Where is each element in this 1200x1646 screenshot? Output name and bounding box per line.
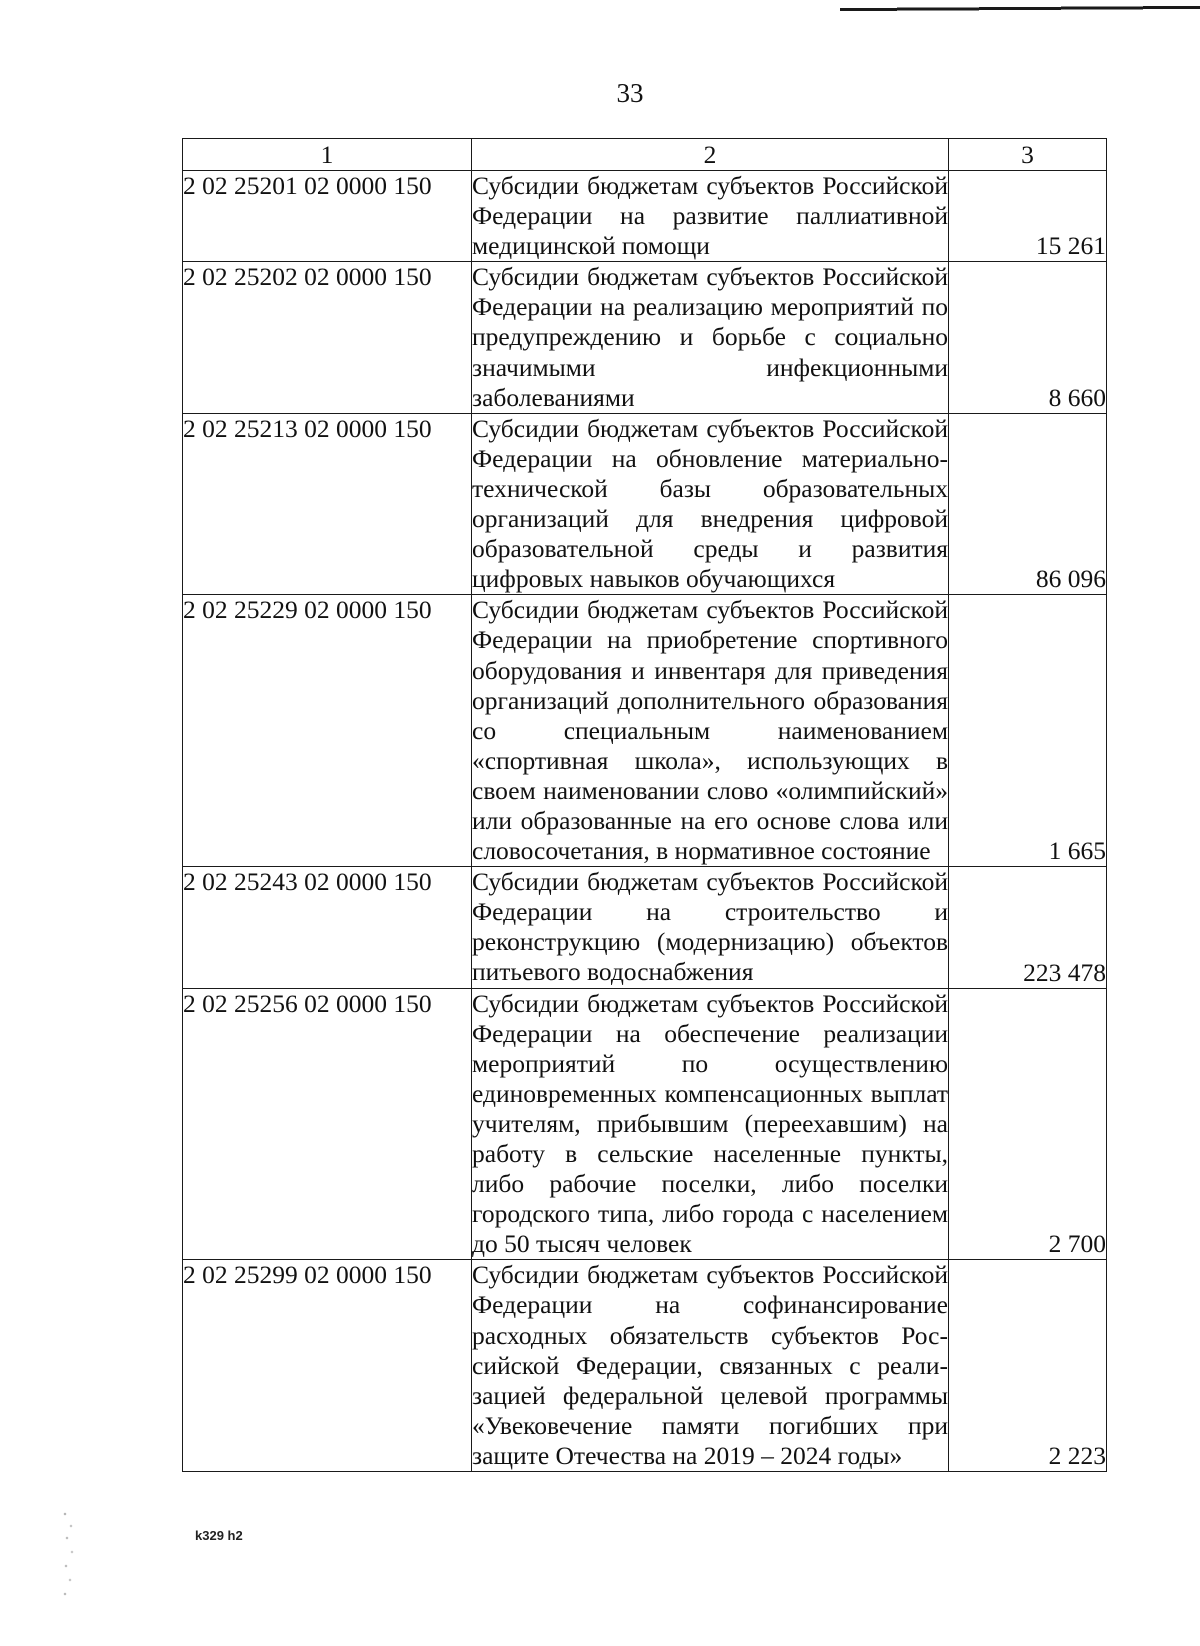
- revenue-code-cell: 2 02 25201 02 0000 150: [183, 171, 472, 262]
- revenue-code-cell: 2 02 25243 02 0000 150: [183, 867, 472, 988]
- amount-cell: 2 223: [949, 1260, 1107, 1472]
- top-edge-rule: [840, 3, 1200, 13]
- table-row: [183, 171, 1107, 262]
- amount-cell: 2 700: [949, 988, 1107, 1260]
- description-cell: Субсидии бюджетам субъектов Российской Федерации на реализацию мероприятий по предупреждению и борьбе с социально значимыми инфекционными заболеваниями: [472, 262, 948, 412]
- description-cell: Субсидии бюджетам субъектов Российской Федерации на софинансирование расходных обязательств субъектов Российской Федерации, связанных с реализацией федеральной целевой программы «Увековечение памяти погибших при защите Отечества на 2019 – 2024 годы»: [472, 1260, 948, 1470]
- revenue-code-cell: 2 02 25256 02 0000 150: [183, 988, 472, 1260]
- table-row: [183, 1260, 1107, 1472]
- revenue-code-cell: 2 02 25229 02 0000 150: [183, 595, 472, 867]
- page-number: 33: [616, 78, 644, 108]
- table-row: [183, 988, 1107, 1260]
- column-header-code: 1: [183, 139, 472, 171]
- description-cell: Субсидии бюджетам субъектов Российской Федерации на строительство и реконструкцию (модернизацию) объектов питьевого водоснабжения: [472, 867, 948, 987]
- amount-cell: 8 660: [949, 262, 1107, 413]
- revenue-code-cell: 2 02 25202 02 0000 150: [183, 262, 472, 413]
- document-code: k329 h2: [195, 1528, 243, 1543]
- description-cell: Субсидии бюджетам субъектов Российской Федерации на развитие паллиативной медицинской помощи: [472, 171, 948, 261]
- amount-cell: 15 261: [949, 171, 1107, 262]
- amount-cell: 1 665: [949, 595, 1107, 867]
- budget-table: [182, 138, 1107, 1472]
- table-row: [183, 413, 1107, 595]
- table-row: [183, 262, 1107, 413]
- table-row: [183, 595, 1107, 867]
- table-header-row: [183, 139, 1107, 171]
- amount-cell: 86 096: [949, 413, 1107, 595]
- amount-cell: 223 478: [949, 867, 1107, 988]
- scan-margin-noise: [62, 1508, 76, 1604]
- revenue-code-cell: 2 02 25299 02 0000 150: [183, 1260, 472, 1472]
- description-cell: Субсидии бюджетам субъектов Российской Федерации на обеспечение реализации мероприятий по осуществлению единовременных компенсационных выплат учителям, прибывшим (переехавшим) на работу в сельские населенные пункты, либо рабочие поселки, либо поселки городского типа, либо города с населением до 50 тысяч человек: [472, 988, 948, 1259]
- column-header-description: 2: [472, 139, 949, 171]
- table-row: [183, 867, 1107, 988]
- description-cell: Субсидии бюджетам субъектов Российской Федерации на обновление материально-технической базы образовательных организаций для внедрения цифровой образовательной среды и развития цифровых навыков обучающихся: [472, 413, 948, 594]
- column-header-amount: 3: [949, 139, 1107, 171]
- revenue-code-cell: 2 02 25213 02 0000 150: [183, 413, 472, 595]
- description-cell: Субсидии бюджетам субъектов Российской Федерации на приобретение спортивного оборудования и инвентаря для приведения организаций дополнительного образования со специальным наименованием «спортивная школа», использующих в своем наименовании слово «олимпийский» или образованные на его основе слова или словосочетания, в нормативное состояние: [472, 595, 948, 866]
